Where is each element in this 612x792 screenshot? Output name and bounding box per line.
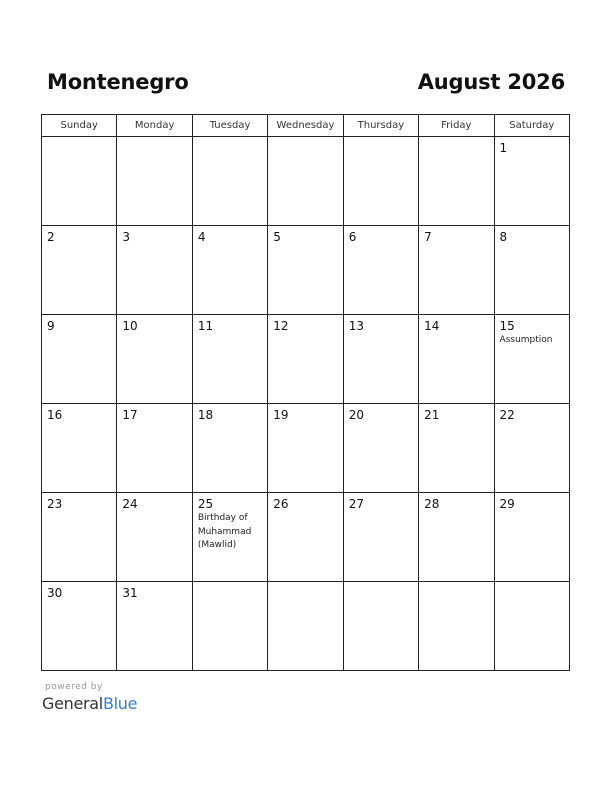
day-number: 25	[197, 497, 214, 511]
generalblue-logo[interactable]	[42, 694, 137, 713]
day-number: 3	[122, 230, 131, 244]
week-row	[42, 137, 570, 226]
day-number: 10	[122, 319, 138, 333]
day-cell[interactable]	[343, 226, 418, 315]
day-cell[interactable]	[268, 315, 343, 404]
day-number: 8	[499, 230, 508, 244]
week-row	[42, 493, 570, 582]
brand-blue-text: Blue	[102, 694, 138, 713]
day-number: 11	[197, 319, 214, 333]
weekday-thursday: Thursday	[343, 115, 418, 137]
holiday-label: Birthday of Muhammad (Mawlid)	[197, 513, 252, 550]
day-number: 6	[348, 230, 357, 244]
day-cell[interactable]	[419, 315, 494, 404]
day-cell[interactable]	[494, 315, 569, 404]
day-number: 22	[499, 408, 515, 422]
day-number: 17	[122, 408, 138, 422]
day-cell	[268, 582, 343, 671]
day-number: 27	[348, 497, 364, 511]
brand-general-text: General	[42, 694, 103, 713]
weekday-monday: Monday	[117, 115, 192, 137]
day-cell[interactable]	[117, 315, 192, 404]
day-number: 5	[273, 230, 281, 244]
day-cell[interactable]	[494, 137, 569, 226]
weekday-friday: Friday	[419, 115, 494, 137]
day-cell	[42, 137, 117, 226]
day-number: 7	[424, 230, 432, 244]
day-number: 14	[424, 319, 440, 333]
day-cell[interactable]	[419, 226, 494, 315]
week-row	[42, 315, 570, 404]
week-row	[42, 582, 570, 671]
day-number: 23	[47, 497, 63, 511]
day-cell[interactable]	[42, 226, 117, 315]
day-cell	[117, 137, 192, 226]
weekday-wednesday: Wednesday	[268, 115, 343, 137]
day-number: 20	[348, 408, 364, 422]
day-number: 12	[273, 319, 289, 333]
day-cell[interactable]	[268, 493, 343, 582]
day-cell	[343, 582, 418, 671]
day-number: 15	[499, 319, 515, 333]
day-cell	[494, 582, 569, 671]
day-number: 16	[47, 408, 63, 422]
day-number: 21	[424, 408, 440, 422]
day-number: 31	[122, 586, 138, 600]
day-cell[interactable]	[343, 315, 418, 404]
day-cell[interactable]	[117, 226, 192, 315]
week-row	[42, 404, 570, 493]
day-cell	[419, 137, 494, 226]
day-number: 24	[122, 497, 138, 511]
day-number: 4	[197, 230, 206, 244]
day-cell	[268, 137, 343, 226]
day-number: 28	[424, 497, 440, 511]
day-number: 13	[348, 319, 364, 333]
day-cell[interactable]	[494, 226, 569, 315]
day-cell[interactable]	[343, 404, 418, 493]
day-cell[interactable]	[343, 493, 418, 582]
day-number: 29	[499, 497, 515, 511]
day-cell[interactable]	[42, 582, 117, 671]
powered-by-label: powered by	[45, 682, 103, 692]
day-cell	[343, 137, 418, 226]
day-number: 18	[197, 408, 214, 422]
day-cell[interactable]	[117, 404, 192, 493]
day-number: 1	[499, 141, 508, 155]
holiday-label: Assumption	[499, 335, 553, 345]
day-number: 19	[273, 408, 289, 422]
day-number: 30	[47, 586, 63, 600]
month-title: August 2026	[417, 70, 565, 94]
day-number: 2	[47, 230, 55, 244]
calendar-grid	[41, 114, 570, 671]
weekday-tuesday: Tuesday	[192, 115, 267, 137]
day-cell	[192, 582, 267, 671]
day-cell[interactable]	[117, 582, 192, 671]
day-cell	[192, 137, 267, 226]
day-cell[interactable]	[494, 404, 569, 493]
day-number: 9	[47, 319, 55, 333]
day-cell[interactable]	[117, 493, 192, 582]
day-cell[interactable]	[192, 404, 267, 493]
day-cell[interactable]	[192, 226, 267, 315]
weekday-header-row	[42, 115, 570, 137]
week-row	[42, 226, 570, 315]
day-cell[interactable]	[419, 493, 494, 582]
day-cell[interactable]	[268, 404, 343, 493]
day-cell[interactable]	[192, 315, 267, 404]
day-cell	[419, 582, 494, 671]
weekday-sunday: Sunday	[42, 115, 117, 137]
day-cell[interactable]	[419, 404, 494, 493]
day-cell[interactable]	[42, 493, 117, 582]
day-cell[interactable]	[42, 404, 117, 493]
day-cell[interactable]	[42, 315, 117, 404]
weekday-saturday: Saturday	[494, 115, 569, 137]
day-cell[interactable]	[268, 226, 343, 315]
day-cell[interactable]	[494, 493, 569, 582]
day-number: 26	[273, 497, 289, 511]
day-cell[interactable]	[192, 493, 267, 582]
country-title: Montenegro	[47, 70, 189, 94]
